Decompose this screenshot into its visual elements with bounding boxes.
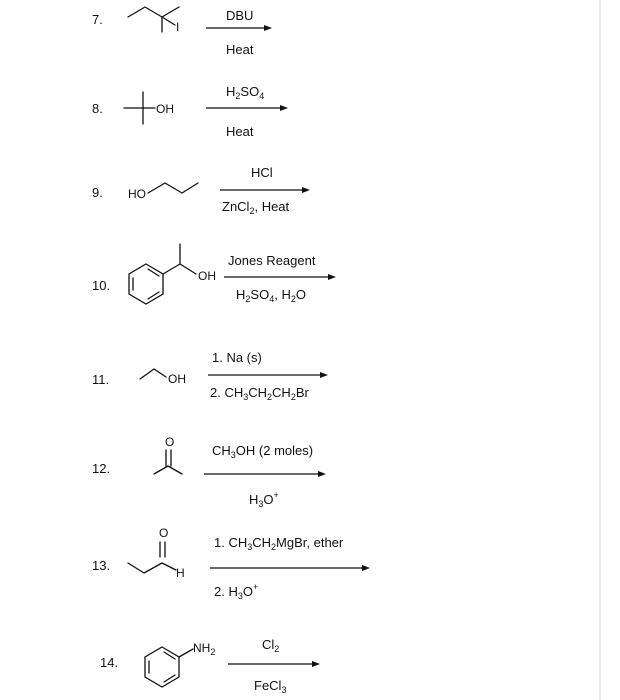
reactant-structure [128, 526, 185, 580]
reagent-below: 2. $H_3O^+$ [214, 582, 259, 601]
atom-label-o: O [165, 435, 175, 449]
reagent-above: 1. $CH_3CH_2MgBr$, ether [214, 535, 344, 552]
reagent-below: $H_2SO_4$, $H_2O$ [236, 287, 306, 304]
skeleton-bonds [128, 7, 179, 17]
c-i-bond [162, 17, 175, 25]
problem-number: 8. [92, 101, 103, 116]
reactant-structure [154, 435, 182, 474]
reaction-arrow [224, 253, 336, 304]
problem-9 [92, 165, 310, 216]
problem-14 [100, 637, 320, 695]
reactant-structure [140, 369, 186, 386]
problem-number: 11. [92, 372, 110, 387]
reactant-structure [128, 183, 198, 201]
reagent-above: $H_2SO_4$ [226, 84, 265, 101]
reaction-arrow [208, 350, 328, 402]
reagent-below: ZnCl$_2$, Heat [222, 199, 290, 216]
c-n-bond [179, 649, 193, 657]
problem-8 [92, 84, 288, 139]
atom-label-i: I [176, 20, 180, 34]
problem-7 [92, 7, 272, 57]
reactant-structure [124, 92, 174, 124]
reactant-structure [145, 641, 215, 687]
atom-label-nh2: $NH_2$ [193, 641, 216, 657]
atom-label-o: O [159, 526, 169, 540]
skeleton-bonds [128, 563, 176, 573]
atom-label-oh: OH [156, 102, 174, 116]
reagent-above: 1. Na (s) [212, 350, 262, 365]
skeleton-bonds [148, 183, 198, 193]
problem-13 [92, 526, 370, 601]
problem-12 [92, 435, 326, 509]
benzene-ring [145, 647, 179, 687]
reagent-above: DBU [226, 8, 254, 23]
problem-number: 14. [100, 655, 119, 670]
reactant-structure [129, 244, 216, 304]
problem-number: 10. [92, 278, 111, 293]
skeleton-bonds [154, 466, 182, 474]
atom-label-ho: HO [128, 187, 146, 201]
reaction-arrow [206, 84, 288, 139]
reaction-arrow [204, 443, 326, 509]
reaction-arrow [210, 535, 370, 601]
reagent-above: HCl [251, 165, 273, 180]
atom-label-h: H [176, 566, 185, 580]
reagent-below: Heat [226, 42, 254, 57]
problem-number: 13. [92, 558, 111, 573]
problem-11 [92, 350, 328, 402]
reagent-above: Jones Reagent [228, 253, 316, 268]
problem-number: 7. [92, 12, 103, 27]
reagent-below: 2. $CH_3CH_2CH_2Br$ [210, 385, 309, 402]
atom-label-oh: OH [168, 372, 186, 386]
benzene-ring [129, 264, 163, 304]
reagent-below: $H_3O^+$ [249, 490, 279, 509]
reaction-arrow [220, 165, 310, 216]
side-chain-bonds [163, 264, 196, 274]
reagent-below: FeCl$_3$ [254, 678, 287, 695]
reagent-below: Heat [226, 124, 254, 139]
reagent-above: $CH_3OH$ (2 moles) [212, 443, 314, 460]
reaction-arrow [206, 8, 272, 57]
reagent-above: $Cl_2$ [262, 637, 280, 654]
reaction-arrow [228, 637, 320, 695]
problem-10 [92, 244, 336, 304]
skeleton-bonds [140, 369, 166, 379]
reactant-structure [128, 7, 179, 34]
problem-number: 9. [92, 185, 103, 200]
problem-number: 12. [92, 461, 111, 476]
atom-label-oh: OH [198, 269, 216, 283]
